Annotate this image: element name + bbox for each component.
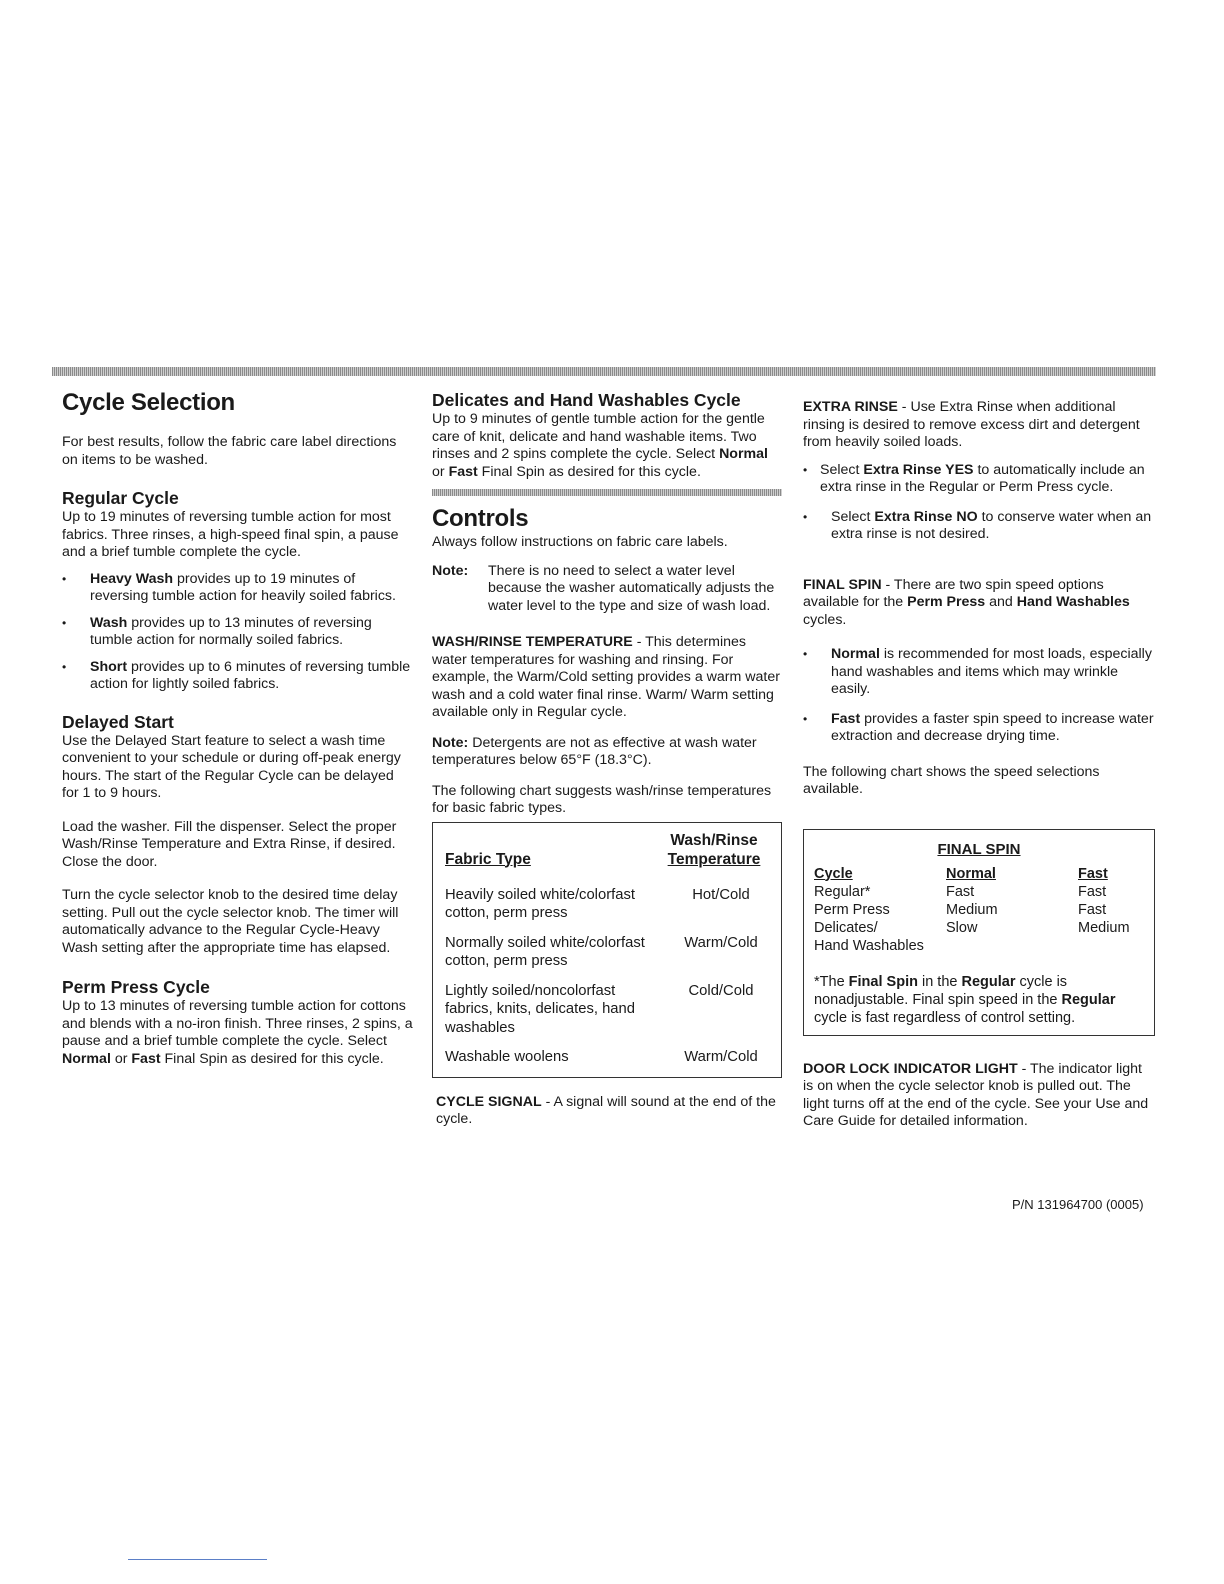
delayed-start-text-3: Turn the cycle selector knob to the desired time delay setting. Pull out the cycle selector knob. The timer will automatically advance to the Regular Cycle-Heavy Wash setting after the appropriate time has elapsed. [62,887,399,956]
list-item: • Heavy Wash provides up to 19 minutes of reversing tumble action for heavily soiled fabrics. [62,571,414,606]
table-cell: Fast [1078,883,1107,900]
part-number: P/N 131964700 (0005) [1012,1197,1144,1212]
controls-intro: Always follow instructions on fabric care labels. [432,534,728,550]
list-item: • Normal is recommended for most loads, especially hand washables and items which may wrinkle easily. [803,646,1155,699]
temperature-chart-intro: The following chart suggests wash/rinse temperatures for basic fabric types. [432,782,772,816]
regular-cycle-heading: Regular Cycle [62,488,179,508]
table-cell: Medium [946,901,998,918]
column-controls [432,388,782,1129]
list-item: • Select Extra Rinse NO to conserve water when an extra rinse is not desired. [803,509,1155,544]
table-header [445,831,769,869]
table-cell: Regular* [814,883,871,900]
final-spin-options [803,646,1155,746]
table-cell: Delicates/ [814,919,878,936]
delicates-heading: Delicates and Hand Washables Cycle [432,390,741,410]
final-spin-grid [814,865,1144,955]
table-cell: Slow [946,919,978,936]
final-spin-table [803,829,1155,1036]
temperature-header: Wash/Rinse Temperature [667,831,761,868]
extra-rinse-options [803,462,1155,544]
extra-rinse-text: EXTRA RINSE - Use Extra Rinse when additional rinsing is desired to remove excess dirt and detergent from heavily soiled loads. [803,399,1140,450]
spin-chart-intro: The following chart shows the speed selections available. [803,763,1100,797]
temperature-table [432,822,782,1078]
detergent-note: Note: Detergents are not as effective at wash water temperatures below 65°F (18.3°C). [432,734,757,768]
fast-header: Fast [1078,865,1108,882]
table-cell [946,937,1078,955]
list-item: • Select Extra Rinse YES to automatically include an extra rinse in the Regular or Perm Press cycle. [803,462,1155,497]
table-row: Lightly soiled/noncolorfast fabrics, knits, delicates, hand washables Cold/Cold [445,982,754,1036]
list-item: • Short provides up to 6 minutes of reversing tumble action for lightly soiled fabrics. [62,659,414,694]
table-row: Washable woolens Warm/Cold [445,1049,758,1065]
cycle-selection-title: Cycle Selection [62,389,235,416]
final-spin-table-title: FINAL SPIN [937,840,1021,858]
top-divider [52,367,1156,376]
controls-title: Controls [432,505,529,532]
cycle-header: Cycle [814,865,853,882]
list-item: • Fast provides a faster spin speed to increase water extraction and decrease drying time. [803,711,1155,746]
fabric-type-header: Fabric Type [445,850,531,868]
table-row: Heavily soiled white/colorfast cotton, perm press Hot/Cold [445,886,750,921]
column-options [803,388,1155,1131]
column-cycle-selection [62,388,414,1068]
table-cell [1078,937,1144,955]
perm-press-heading: Perm Press Cycle [62,977,210,997]
table-row: Normally soiled white/colorfast cotton, perm press Warm/Cold [445,934,758,969]
cycle-signal-text: CYCLE SIGNAL - A signal will sound at the end of the cycle. [436,1093,776,1127]
delayed-start-text-1: Use the Delayed Start feature to select a wash time convenient to your schedule or during off-peak energy hours. The start of the Regular Cycle can be delayed for 1 to 9 hours. [62,732,401,801]
wash-rinse-temperature-text: WASH/RINSE TEMPERATURE - This determines water temperatures for washing and rinsing. For example, the Warm/Cold setting provides a warm water wash and a cold water final rinse. Warm/ Warm setting available only in Regular cycle. [432,634,780,720]
final-spin-text: FINAL SPIN - There are two spin speed options available for the Perm Press and Hand Washables cycles. [803,576,1130,628]
water-level-note: Note: There is no need to select a water level because the washer automatically adjusts the water level to the type and size of wash load. [432,562,775,614]
perm-press-text: Up to 13 minutes of reversing tumble action for cottons and blends with a no-iron finish. Three rinses, 2 spins, a pause and a brief tumble complete the cycle. Select Normal or Fast Final Spin as desired for this cycle. [62,998,413,1067]
regular-cycle-text: Up to 19 minutes of reversing tumble action for most fabrics. Three rinses, a high-speed final spin, a pause and a brief tumble complete the cycle. [62,509,399,560]
delicates-text: Up to 9 minutes of gentle tumble action for the gentle care of knit, delicate and hand washable items. Two rinses and 2 spins complete the cycle. Select Normal or Fast Final Spin as desired for this cycle. [432,411,768,480]
table-cell: Hand Washables [814,937,924,954]
final-spin-footnote: *The Final Spin in the Regular cycle is nonadjustable. Final spin speed in the Regular cycle is fast regardless of control setting. [814,973,1116,1026]
door-lock-text: DOOR LOCK INDICATOR LIGHT - The indicator light is on when the cycle selector knob is pulled out. The light turns off at the end of the cycle. See your Use and Care Guide for detailed information. [803,1060,1149,1129]
table-cell: Fast [1078,901,1107,918]
table-cell: Medium [1078,919,1130,936]
table-cell: Fast [946,883,975,900]
cycle-selection-intro: For best results, follow the fabric care label directions on items to be washed. [62,434,397,468]
list-item: • Wash provides up to 13 minutes of reversing tumble action for normally soiled fabrics. [62,615,414,650]
section-divider [432,489,782,496]
delayed-start-heading: Delayed Start [62,711,174,732]
table-cell: Perm Press [814,901,890,918]
normal-header: Normal [946,865,996,882]
delayed-start-text-2: Load the washer. Fill the dispenser. Select the proper Wash/Rinse Temperature and Extra Rinse, if desired. Close the door. [62,818,397,870]
regular-cycle-options [62,571,414,694]
bottom-link-line [128,1559,267,1560]
